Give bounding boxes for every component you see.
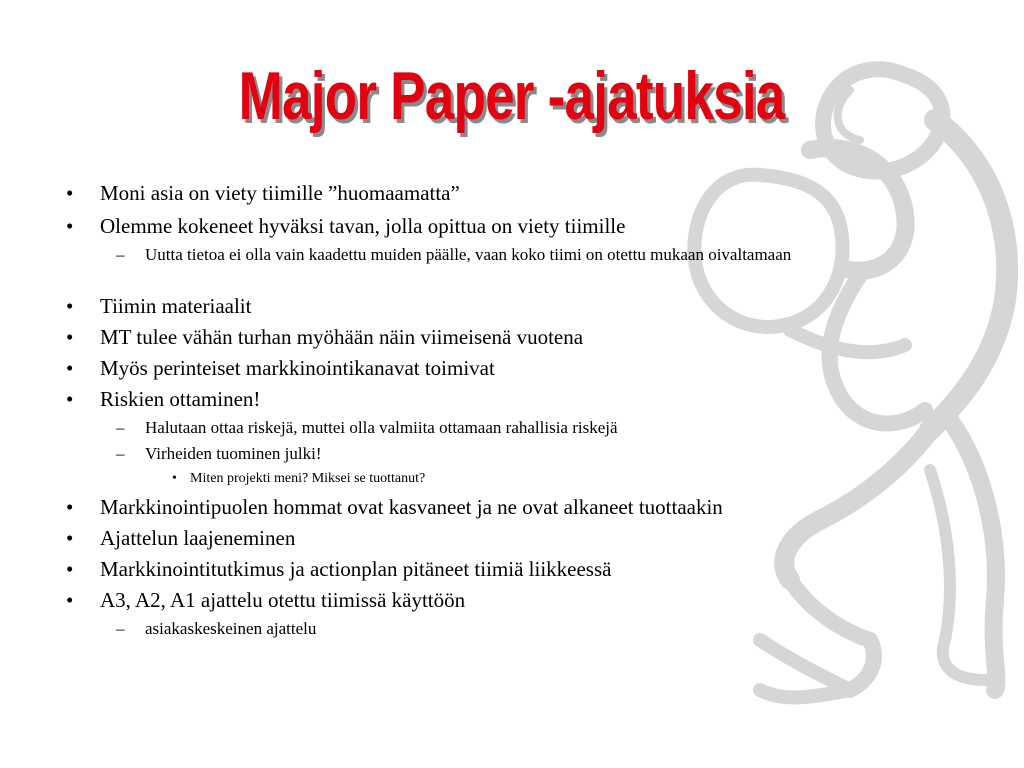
bullet-marker: • [66, 356, 74, 380]
list-item: Markkinointipuolen hommat ovat kasvaneet ja ne ovat alkaneet tuottaakin [100, 495, 723, 519]
sub-sub-bullet-marker: • [172, 471, 177, 486]
bullet-marker: • [66, 387, 74, 411]
bullet-marker: • [66, 214, 74, 238]
sub-bullet-marker: – [116, 245, 125, 264]
sub-bullet-marker: – [116, 444, 125, 463]
bullet-marker: • [66, 181, 74, 205]
bullet-marker: • [66, 325, 74, 349]
list-item: Riskien ottaminen! [100, 387, 261, 411]
bullet-marker: • [66, 557, 74, 581]
sub-list-item: Uutta tietoa ei olla vain kaadettu muiden päälle, vaan koko tiimi on otettu mukaan oivaltamaan [145, 245, 792, 264]
list-item: Olemme kokeneet hyväksi tavan, jolla opittua on viety tiimille [100, 214, 626, 238]
bullet-marker: • [66, 495, 74, 519]
list-item: MT tulee vähän turhan myöhään näin viimeisenä vuotena [100, 325, 584, 349]
sub-bullet-marker: – [116, 418, 125, 437]
sub-list-item: Virheiden tuominen julki! [145, 444, 322, 463]
slide-title: Major Paper -ajatuksia [238, 58, 785, 134]
bullet-marker: • [66, 526, 74, 550]
sub-list-item: Halutaan ottaa riskejä, muttei olla valmiita ottamaan rahallisia riskejä [145, 418, 618, 437]
bullet-marker: • [66, 588, 74, 612]
list-item: Myös perinteiset markkinointikanavat toimivat [100, 356, 495, 380]
list-item: A3, A2, A1 ajattelu otettu tiimissä käyttöön [100, 588, 466, 612]
sub-bullet-marker: – [116, 619, 125, 638]
list-item: Moni asia on viety tiimille ”huomaamatta” [100, 181, 460, 205]
list-item: Tiimin materiaalit [100, 294, 252, 318]
sub-list-item: asiakaskeskeinen ajattelu [145, 619, 317, 638]
list-item: Ajattelun laajeneminen [100, 526, 296, 550]
bullet-marker: • [66, 294, 74, 318]
list-item: Markkinointitutkimus ja actionplan pitäneet tiimiä liikkeessä [100, 557, 612, 581]
sub-sub-list-item: Miten projekti meni? Miksei se tuottanut? [190, 471, 426, 486]
